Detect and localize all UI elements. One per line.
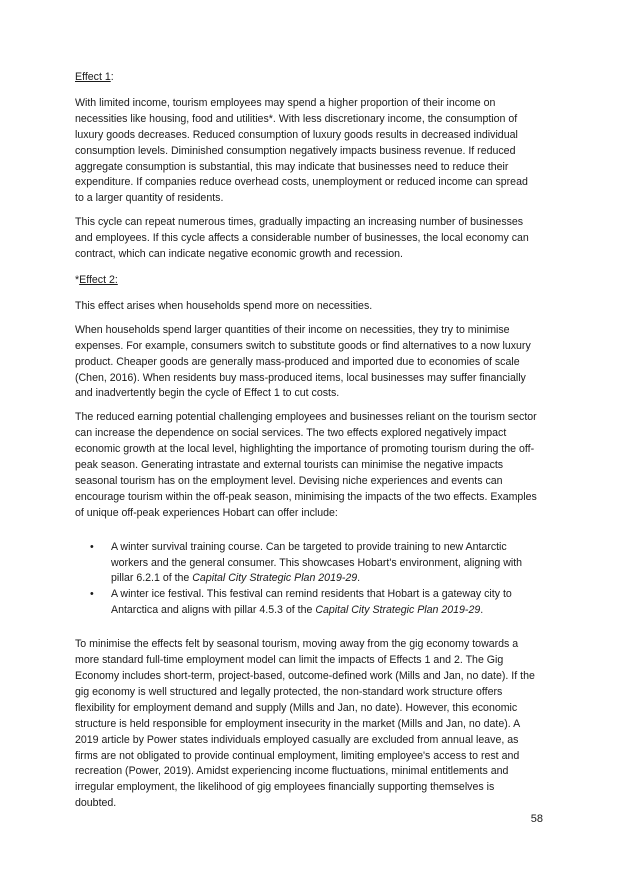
effect-1-heading-colon: :	[110, 71, 114, 83]
list-item	[90, 540, 538, 588]
effect-2-heading-asterisk: *	[75, 273, 80, 286]
bullet-icon: •	[90, 588, 94, 601]
effect-2-paragraph-3: The reduced earning potential challenging employees and businesses reliant on the tourism sector can increase the dependence on social services. The two effects explored negatively impact economic growth at the local level, highlighting the importance of promoting tourism during the off-peak season. Generating intrastate and external tourists can minimise the negative impacts seasonal tourism has on the employment level. Devising niche experiences and events can encourage tourism within the off-peak season, minimising the impacts of the two effects. Examples of unique off-peak experiences Hobart can offer include:	[75, 411, 537, 519]
list-item-text: A winter survival training course. Can be targeted to provide training to new Antarctic workers and the general consumer. This showcases Hobart's environment, aligning with pillar 6.2.1 of the	[111, 540, 523, 585]
list-item-plan-title: Capital City Strategic Plan 2019-29	[315, 604, 481, 617]
effect-1-paragraph-1: With limited income, tourism employees may spend a higher proportion of their income on necessities like housing, food and utilities*. With less discretionary income, the consumption of luxury goods decreases. Reduced consumption of luxury goods results in decreased individual consumption levels. Diminished consumption negatively impacts business revenue. If reduced aggregate consumption is substantial, this may indicate that businesses need to reduce their expenditure. If companies reduce overhead costs, unemployment or reduced income can spread to a larger quantity of residents.	[75, 96, 528, 205]
off-peak-experiences-list	[75, 540, 538, 620]
effect-2-paragraph-1: This effect arises when households spend more on necessities.	[75, 299, 373, 312]
list-item-end: .	[357, 572, 361, 585]
list-item	[90, 587, 538, 619]
list-item-plan-title: Capital City Strategic Plan 2019-29	[192, 572, 358, 585]
effect-1-paragraph-2: This cycle can repeat numerous times, gradually impacting an increasing number of businesses and employees. If this cycle affects a considerable number of businesses, the local economy can contract, which can indicate negative economic growth and recession.	[75, 216, 529, 261]
effect-1-heading	[75, 70, 538, 86]
effect-2-paragraph-2: When households spend larger quantities of their income on necessities, they try to minimise expenses. For example, consumers switch to substitute goods or find alternatives to a now luxury product. Cheaper goods are generally mass-produced and imported due to economies of scale (Chen, 2016). When residents buy mass-produced items, local businesses may suffer financially and inadvertently begin the cycle of Effect 1 to cut costs.	[75, 323, 531, 400]
effect-2-heading-text: Effect 2:	[79, 273, 118, 286]
list-item-text: A winter ice festival. This festival can remind residents that Hobart is a gateway city to Antarctica and aligns with pillar 4.5.3 of the	[111, 588, 512, 617]
list-item-end: .	[480, 604, 484, 617]
page-number: 58	[530, 813, 543, 825]
effect-2-heading	[75, 273, 538, 289]
bullet-icon: •	[90, 540, 94, 553]
effect-1-heading-text: Effect 1	[75, 71, 111, 83]
closing-paragraph: To minimise the effects felt by seasonal tourism, moving away from the gig economy towards a more standard full-time employment model can limit the impacts of Effects 1 and 2. The Gig Economy includes short-term, project-based, outcome-defined work (Mills and Jan, no date). If the gig economy is well structured and legally protected, the non-standard work structure offers flexibility for employment demand and supply (Mills and Jan, no date). However, this economic structure is held responsible for employment insecurity in the market (Mills and Jan, no date). A 2019 article by Power states individuals employed casually are excluded from annual leave, as firms are not obligated to provide continual employment, limiting employee's access to rest and recreation (Power, 2019). Amidst experiencing income fluctuations, minimal entitlements and irregular employment, the likelihood of gig employees financially supporting themselves is doubted.	[75, 638, 535, 810]
